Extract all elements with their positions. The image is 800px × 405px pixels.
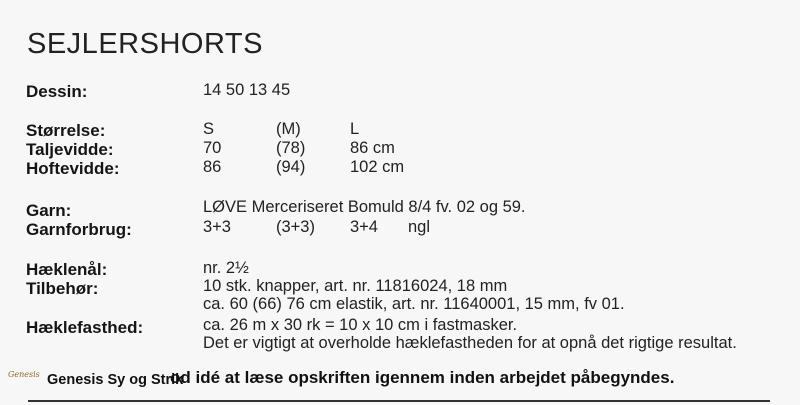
garnforbrug-unit: ngl	[408, 218, 431, 236]
haeklenaal-label: Hæklenål:	[26, 260, 108, 279]
hoftevidde-s: 86	[203, 158, 222, 176]
tilbehoer-line-1: 10 stk. knapper, art. nr. 11816024, 18 mm	[203, 277, 508, 295]
garn-label: Garn:	[26, 201, 72, 220]
hoftevidde-l: 102 cm	[350, 158, 405, 176]
taljevidde-m: (78)	[276, 139, 306, 157]
tilbehoer-line-2: ca. 60 (66) 76 cm elastik, art. nr. 11640001, 15 mm, fv 01.	[203, 295, 625, 313]
haeklefasthed-line-1: ca. 26 m x 30 rk = 10 x 10 cm i fastmasker.	[203, 316, 518, 334]
size-s: S	[203, 120, 215, 138]
hoftevidde-label: Hoftevidde:	[26, 159, 120, 178]
dessin-value: 14 50 13 45	[203, 81, 291, 99]
bottom-divider	[28, 400, 770, 402]
haeklefasthed-line-2: Det er vigtigt at overholde hæklefastheden for at opnå det rigtige resultat.	[203, 334, 737, 352]
footer-note: od idé at læse opskriften igennem inden arbejdet påbegyndes.	[170, 368, 675, 387]
garnforbrug-m: (3+3)	[276, 218, 315, 236]
garn-value: LØVE Merceriseret Bomuld 8/4 fv. 02 og 59.	[203, 198, 526, 216]
page-title: SEJLERSHORTS	[27, 28, 263, 60]
garnforbrug-s: 3+3	[203, 218, 231, 236]
size-l: L	[350, 120, 360, 138]
haeklefasthed-label: Hæklefasthed:	[26, 318, 144, 337]
taljevidde-s: 70	[203, 139, 222, 157]
size-m: (M)	[276, 120, 301, 138]
brand-name: Genesis Sy og Strik	[47, 372, 184, 388]
garnforbrug-label: Garnforbrug:	[26, 220, 132, 239]
genesis-logo-icon: Genesis	[8, 370, 40, 379]
dessin-label: Dessin:	[26, 82, 88, 101]
garnforbrug-l: 3+4	[350, 218, 378, 236]
hoftevidde-m: (94)	[276, 158, 306, 176]
tilbehoer-label: Tilbehør:	[26, 279, 99, 298]
size-label: Størrelse:	[26, 121, 106, 140]
taljevidde-l: 86 cm	[350, 139, 395, 157]
haeklenaal-value: nr. 2½	[203, 259, 249, 277]
taljevidde-label: Taljevidde:	[26, 140, 114, 159]
